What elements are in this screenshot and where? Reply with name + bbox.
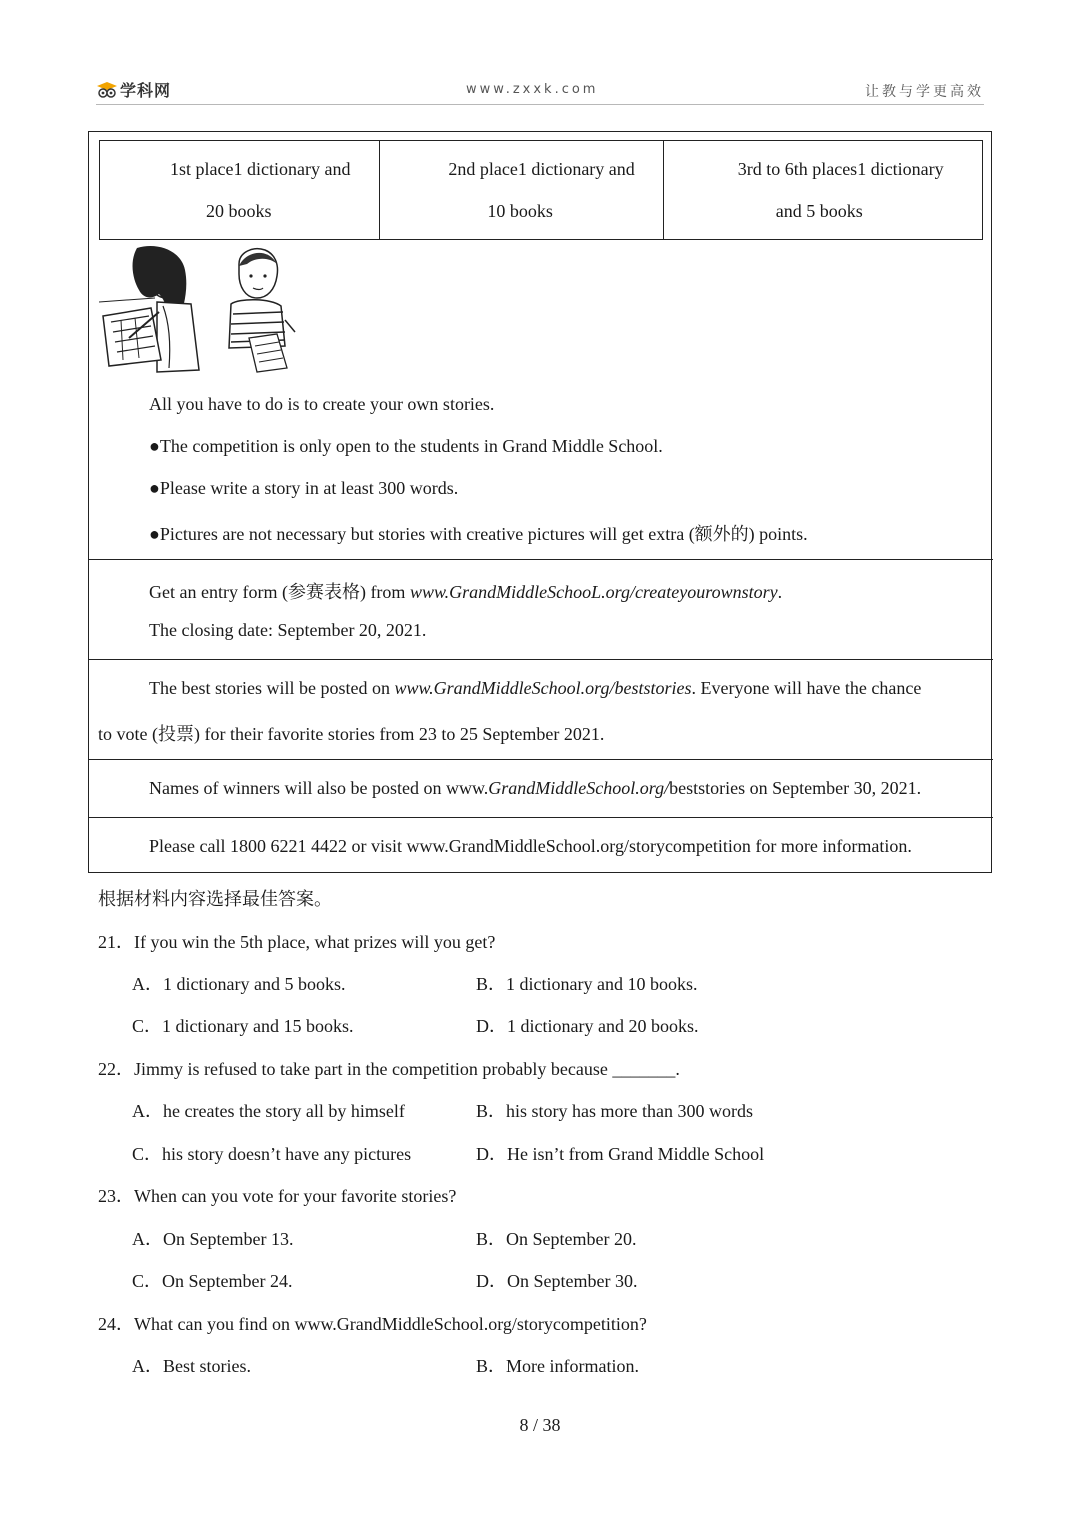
divider [89,817,993,818]
rule-bullet: ●Please write a story in at least 300 words. [149,478,459,498]
rules-intro: All you have to do is to create your own stories. [149,394,495,414]
question-stem: 21．If you win the 5th place, what prizes will you get? [98,932,496,952]
option-b[interactable]: B．his story has more than 300 words [476,1101,753,1121]
prize-cell-third [664,141,982,239]
option-b[interactable]: B．More information. [476,1356,639,1376]
page-header [96,76,984,105]
entry-form-line [149,578,782,604]
passage-box [88,131,992,873]
prize-cell-first [100,141,380,239]
entry-prefix: Get an entry form (参赛表格) from [149,582,410,602]
voting-line [149,678,921,699]
question-stem: 24．What can you find on www.GrandMiddleSchool.org/storycompetition? [98,1314,647,1334]
logo-text: 学科网 [120,81,172,100]
graduation-owl-icon [96,81,118,99]
option-a[interactable]: A．On September 13. [132,1229,294,1249]
question-stem: 23．When can you vote for your favorite stories? [98,1186,457,1206]
prize-line: 2nd place1 dictionary and [448,159,635,179]
winners-line [149,778,921,799]
option-c[interactable]: C．On September 24. [132,1271,293,1291]
option-a[interactable]: A．1 dictionary and 5 books. [132,974,346,994]
option-d[interactable]: D．1 dictionary and 20 books. [476,1016,699,1036]
students-writing-illustration [99,242,309,377]
rule-bullet: ●Pictures are not necessary but stories with creative pictures will get extra (额外的) points. [149,524,808,544]
option-d[interactable]: D．On September 30. [476,1271,638,1291]
voting-line-2: to vote (投票) for their favorite stories from 23 to 25 September 2021. [98,724,605,744]
option-a[interactable]: A．he creates the story all by himself [132,1101,405,1121]
closing-date: The closing date: September 20, 2021. [149,620,427,640]
rule-bullet: ●The competition is only open to the students in Grand Middle School. [149,436,663,456]
slogan: 让教与学更高效 [865,84,984,100]
prize-line: 1st place1 dictionary and [170,159,351,179]
winners-suffix: beststories on September 30, 2021. [669,778,922,798]
question-stem: 22．Jimmy is refused to take part in the competition probably because _______. [98,1059,680,1079]
option-a[interactable]: A．Best stories. [132,1356,251,1376]
entry-suffix: . [777,582,783,602]
instruction: 根据材料内容选择最佳答案。 [98,889,332,909]
logo [96,78,171,101]
prize-cell-second [380,141,663,239]
divider [89,559,993,560]
option-c[interactable]: C．his story doesn’t have any pictures [132,1144,412,1164]
option-c[interactable]: C．1 dictionary and 15 books. [132,1016,354,1036]
winners-prefix: Names of winners will also be posted on www. [149,778,489,798]
contact-line: Please call 1800 6221 4422 or visit www.GrandMiddleSchool.org/storycompetition for more information. [149,836,912,856]
voting-suffix: . Everyone will have the chance [691,678,922,698]
winners-url[interactable]: GrandMiddleSchool.org/ [488,778,670,798]
divider [89,659,993,660]
prize-line: 10 books [487,201,553,221]
prize-line: and 5 books [775,201,863,221]
best-stories-url[interactable]: www.GrandMiddleSchool.org/beststories [394,678,692,698]
divider [89,759,993,760]
site-url: www.zxxk.com [466,82,599,97]
prize-table [99,140,983,240]
option-d[interactable]: D．He isn’t from Grand Middle School [476,1144,765,1164]
prize-line: 3rd to 6th places1 dictionary [737,159,944,179]
prize-line: 20 books [206,201,272,221]
voting-prefix: The best stories will be posted on [149,678,395,698]
option-b[interactable]: B．On September 20. [476,1229,637,1249]
option-b[interactable]: B．1 dictionary and 10 books. [476,974,698,994]
page-number: 8 / 38 [519,1415,561,1435]
entry-form-url[interactable]: www.GrandMiddleSchooL.org/createyourownstory [409,582,778,602]
